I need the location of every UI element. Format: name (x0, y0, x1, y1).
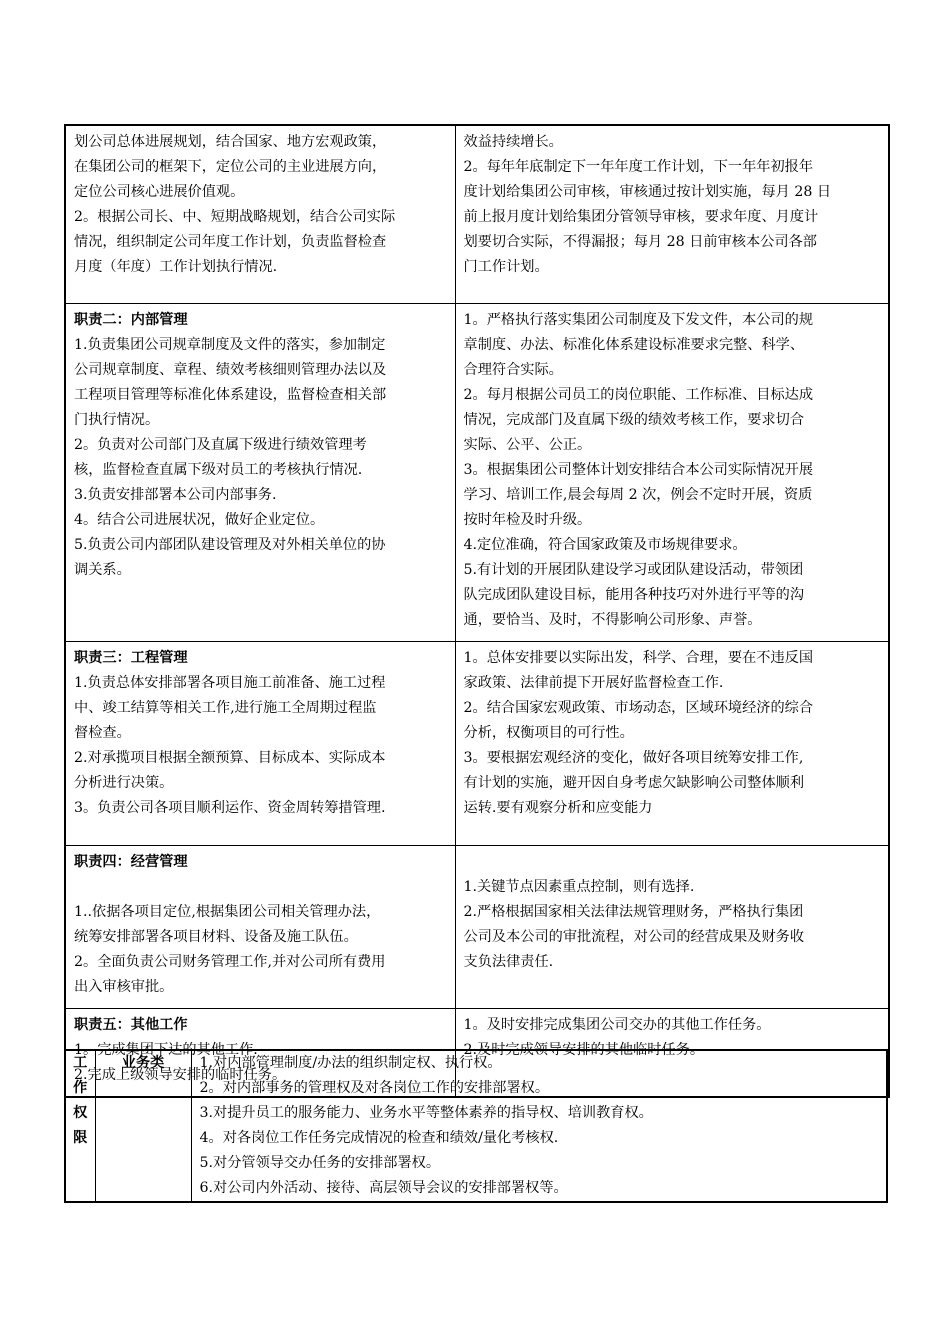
duty-title: 职责四：经营管理 (74, 853, 188, 870)
duty-text-line: 公司规章制度、章程、绩效考核细则管理办法以及 (74, 361, 387, 378)
standard-text-line: 4.定位准确，符合国家政策及市场规律要求。 (463, 536, 747, 553)
standard-text-line: 3。要根据宏观经济的变化，做好各项目统筹安排工作, (463, 749, 804, 766)
duty-title: 职责五：其他工作 (74, 1016, 188, 1033)
duty-row (65, 641, 889, 845)
standard-text-line: 2。结合国家宏观政策、市场动态，区域环境经济的综合 (463, 699, 814, 716)
duty-text-line: 情况，组织制定公司年度工作计划，负责监督检查 (74, 234, 387, 250)
authority-row (65, 1050, 887, 1202)
duty-text-line: 2.对承揽项目根据全额预算、目标成本、实际成本 (74, 749, 386, 766)
duty-text-line: 分析进行决策。 (74, 774, 174, 791)
standard-text-line: 支负法律责任. (463, 953, 554, 970)
standard-text-line: 1。严格执行落实集团公司制度及下发文件，本公司的规 (463, 311, 814, 328)
duty-text-line: 2。根据公司长、中、短期战略规划，结合公司实际 (74, 209, 396, 225)
duty-text-line: 划公司总体进展规划，结合国家、地方宏观政策， (74, 134, 387, 150)
standard-text-line: 分析，权衡项目的可行性。 (463, 724, 634, 741)
standard-text-line: 公司及本公司的审批流程，对公司的经营成果及财务收 (463, 928, 805, 945)
authority-item: 2。对内部事务的管理权及对各岗位工作的安排部署权。 (199, 1080, 550, 1096)
standard-text-line: 划要切合实际，不得漏报；每月 28 日前审核本公司各部 (463, 234, 817, 250)
duty-text-line: 1.负责集团公司规章制度及文件的落实，参加制定 (74, 336, 386, 353)
duties-table (64, 124, 890, 1098)
standard-text-line: 1。及时安排完成集团公司交办的其他工作任务。 (463, 1016, 771, 1033)
duty-text-line: 门执行情况。 (74, 411, 160, 428)
duty-text-line: 1..依据各项目定位,根据集团公司相关管理办法， (74, 903, 381, 920)
duty-standard-cell (455, 125, 889, 303)
standard-text-line: 1.关键节点因素重点控制，则有选择. (463, 878, 695, 895)
standard-text-line: 2.严格根据国家相关法律法规管理财务，严格执行集团 (463, 903, 804, 920)
duty-text-line: 督检查。 (74, 724, 131, 741)
authority-item: 6.对公司内外活动、接待、高层领导会议的安排部署权等。 (199, 1180, 568, 1196)
authority-item: 1.对内部管理制度/办法的组织制定权、执行权。 (199, 1055, 502, 1071)
standard-text-line: 通，要恰当、及时，不得影响公司形象、声誉。 (463, 611, 762, 628)
standard-text-line: 效益持续增长。 (463, 134, 563, 150)
standard-text-line: 度计划给集团公司审核，审核通过按计划实施，每月 28 日 (463, 184, 832, 200)
authority-label-char: 作 (73, 1080, 88, 1096)
duty-description-cell (65, 845, 455, 1008)
authority-item: 4。对各岗位工作任务完成情况的检查和绩效/量化考核权. (199, 1130, 559, 1146)
standard-text-line: 学习、培训工作,晨会每周 2 次，例会不定时开展，资质 (463, 486, 813, 503)
duty-text-line: 核，监督检查直属下级对员工的考核执行情况. (74, 461, 363, 478)
duty-standard-cell (455, 303, 889, 641)
standard-text-line: 运转.要有观察分析和应变能力 (463, 799, 653, 816)
standard-text-line: 合理符合实际。 (463, 361, 563, 378)
duty-row (65, 845, 889, 1008)
duty-text-line: 3.负责安排部署本公司内部事务. (74, 486, 277, 503)
duty-standard-cell (455, 845, 889, 1008)
authority-label-char: 权 (73, 1105, 88, 1121)
duty-text-line: 4。结合公司进展状况，做好企业定位。 (74, 511, 325, 528)
duty-text-line: 出入审核审批。 (74, 978, 174, 995)
duty-text-line: 1。完成集团下达的其他工作. (74, 1041, 258, 1058)
duty-title: 职责二：内部管理 (74, 311, 188, 328)
duty-row (65, 303, 889, 641)
standard-text-line: 2。每年年底制定下一年年度工作计划，下一年年初报年 (463, 159, 814, 175)
standard-text-line: 情况，完成部门及直属下级的绩效考核工作，要求切合 (463, 411, 805, 428)
authority-items (191, 1050, 887, 1202)
duty-description-cell (65, 125, 455, 303)
duty-description-cell (65, 641, 455, 845)
authority-item: 3.对提升员工的服务能力、业务水平等整体素养的指导权、培训教育权。 (199, 1105, 653, 1121)
standard-text-line: 2.及时完成领导安排的其他临时任务。 (463, 1041, 705, 1058)
standard-text-line (464, 850, 881, 875)
standard-text-line: 按时年检及时升级。 (463, 511, 592, 528)
standard-text-line: 有计划的实施，避开因自身考虑欠缺影响公司整体顺利 (463, 774, 805, 791)
duty-text-line: 5.负责公司内部团队建设管理及对外相关单位的协 (74, 536, 386, 553)
authority-label-char: 工 (73, 1055, 88, 1071)
duty-description-cell (65, 303, 455, 641)
duty-text-line: 工程项目管理等标准化体系建设，监督检查相关部 (74, 386, 387, 403)
authority-label (65, 1050, 95, 1202)
authority-category: 业务类 (95, 1050, 191, 1202)
duty-text-line: 2。负责对公司部门及直属下级进行绩效管理考 (74, 436, 367, 453)
authority-item: 5.对分管领导交办任务的安排部署权。 (199, 1155, 441, 1171)
duty-row (65, 125, 889, 303)
standard-text-line: 队完成团队建设目标，能用各种技巧对外进行平等的沟 (463, 586, 805, 603)
duty-text-line: 中、竣工结算等相关工作,进行施工全周期过程监 (74, 699, 377, 716)
duty-text-line (74, 875, 447, 900)
duty-text-line: 月度（年度）工作计划执行情况. (74, 259, 278, 275)
duty-title: 职责三：工程管理 (74, 649, 188, 666)
standard-text-line: 5.有计划的开展团队建设学习或团队建设活动，带领团 (463, 561, 804, 578)
standard-text-line: 实际、公平、公正。 (463, 436, 592, 453)
standard-text-line: 门工作计划。 (463, 259, 549, 275)
duty-standard-cell (455, 641, 889, 845)
standard-text-line: 章制度、办法、标准化体系建设标准要求完整、科学、 (463, 336, 805, 353)
duty-text-line: 2。全面负责公司财务管理工作,并对公司所有费用 (74, 953, 386, 970)
duty-text-line: 在集团公司的框架下，定位公司的主业进展方向， (74, 159, 387, 175)
duty-text-line: 2.完成上级领导安排的临时任务。 (74, 1066, 287, 1083)
duty-text-line: 定位公司核心进展价值观。 (74, 184, 245, 200)
standard-text-line: 1。总体安排要以实际出发，科学、合理，要在不违反国 (463, 649, 814, 666)
standard-text-line: 前上报月度计划给集团分管领导审核，要求年度、月度计 (463, 209, 819, 225)
duty-text-line: 调关系。 (74, 561, 131, 578)
standard-text-line: 2。每月根据公司员工的岗位职能、工作标准、目标达成 (463, 386, 814, 403)
duty-text-line: 1.负责总体安排部署各项目施工前准备、施工过程 (74, 674, 386, 691)
authority-table (64, 1049, 888, 1203)
standard-text-line: 3。根据集团公司整体计划安排结合本公司实际情况开展 (463, 461, 814, 478)
standard-text-line: 家政策、法律前提下开展好监督检查工作. (463, 674, 724, 691)
duty-text-line: 3。负责公司各项目顺利运作、资金周转筹措管理. (74, 799, 386, 816)
duty-text-line: 统筹安排部署各项目材料、设备及施工队伍。 (74, 928, 358, 945)
authority-label-char: 限 (73, 1130, 88, 1146)
